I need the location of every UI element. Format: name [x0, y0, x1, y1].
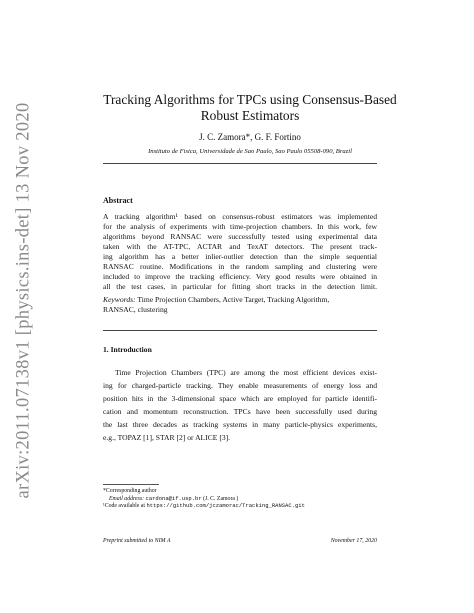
arxiv-identifier: arXiv:2011.07138v1 [physics.ins-det] 13 Nov 2020 — [13, 102, 34, 499]
abstract-top-rule — [103, 163, 377, 164]
affiliation: Instituto de Fisica, Universidade de Sao Paulo, Sao Paulo 05508-090, Brazil — [148, 148, 352, 155]
email-label: Email address: — [109, 496, 145, 502]
email-suffix: (J. C. Zamora ) — [203, 496, 239, 502]
abstract-line: algorithms beyond RANSAC were successfully tested using experimental data — [103, 232, 377, 241]
intro-line: e.g., TOPAZ [1], STAR [2] or ALICE [3]. — [103, 433, 231, 442]
abstract-line: ing algorithm has a better inlier-outlier detection than the simple sequential — [103, 252, 377, 261]
intro-line: position hits in the 3-dimensional space which are employed for particle identifi- — [103, 394, 377, 403]
intro-line: cation and momentum reconstruction. TPCs have been successfully used during — [103, 407, 377, 416]
keywords-text: Time Projection Chambers, Active Target, Tracking Algorithm, — [137, 295, 330, 304]
abstract-line: all the test cases, in particular for fitting short tracks in the detection limit. — [103, 282, 377, 291]
abstract-line: A tracking algorithm¹ based on consensus-robust estimators was implemented — [103, 212, 377, 221]
abstract-line: for the analysis of experiments with time-projection chambers. In this work, few — [103, 222, 377, 231]
email-address[interactable]: cardona@if.usp.br — [145, 495, 202, 502]
code-prefix: ¹Code available at — [103, 503, 145, 509]
keywords-label: Keywords: — [103, 295, 136, 304]
abstract-line: RANSAC routine. Modifications in the random sampling and clustering were — [103, 262, 377, 271]
abstract-line: included to improve the tracking efficiency. Very good results were obtained in — [103, 272, 377, 281]
paper-title-line-1: Tracking Algorithms for TPCs using Consensus-Based — [103, 92, 397, 107]
footnote-corresponding: *Corresponding author — [103, 488, 157, 494]
footnote-rule — [103, 484, 159, 485]
code-url-link[interactable]: https://github.com/jczamorac/Tracking_RANSAC.git — [146, 502, 305, 509]
keywords-line — [103, 295, 377, 305]
paper-title — [60, 92, 440, 124]
keywords-line-2: RANSAC, clustering — [103, 305, 168, 314]
section-heading-introduction: 1. Introduction — [103, 345, 152, 354]
abstract-line: taken with the AT-TPC, ACTAR and TexAT detectors. The present track- — [103, 242, 377, 251]
intro-line: the last three decades as tracking systems in many particle-physics experiments, — [103, 420, 377, 429]
abstract-heading: Abstract — [103, 196, 133, 205]
authors: J. C. Zamora*, G. F. Fortino — [199, 132, 301, 142]
paper-title-line-2: Robust Estimators — [200, 108, 300, 123]
preprint-note: Preprint submitted to NIM A — [103, 538, 171, 544]
preprint-date: November 17, 2020 — [330, 538, 377, 544]
intro-line: ing for charged-particle tracking. They enable measurements of energy loss and — [103, 381, 377, 390]
footnote-code — [103, 502, 403, 510]
intro-line: Time Projection Chambers (TPC) are among the most efficient devices exist- — [115, 368, 377, 377]
abstract-bottom-rule — [103, 330, 377, 331]
